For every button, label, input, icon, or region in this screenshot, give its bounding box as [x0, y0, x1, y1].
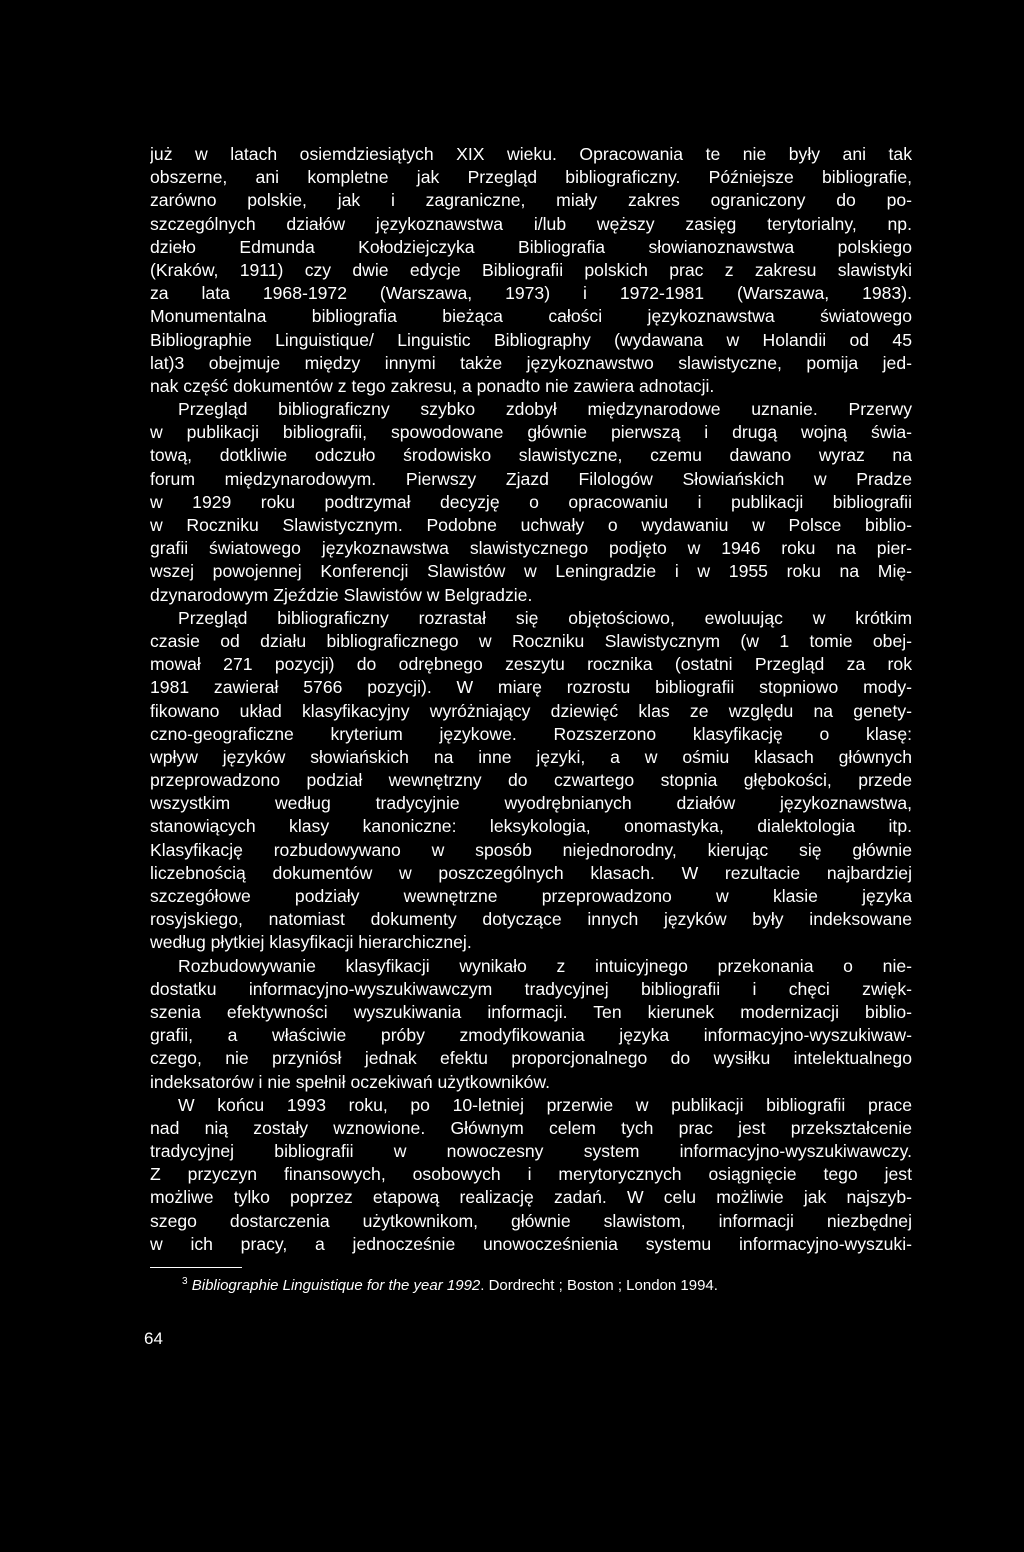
text-line: czasie od działu bibliograficznego w Roczniku Slawistycznym (w 1 tomie obej-: [150, 630, 912, 651]
text-line: za lata 1968-1972 (Warszawa, 1973) i 1972-1981 (Warszawa, 1983).: [150, 283, 912, 304]
page-number: 64: [144, 1328, 163, 1348]
text-line: w 1929 roku podtrzymał decyzję o opracowaniu i publikacji bibliografii: [150, 491, 912, 512]
text-line: Klasyfikację rozbudowywano w sposób niejednorodny, kierując się głównie: [150, 839, 912, 860]
text-line: Rozbudowywanie klasyfikacji wynikało z intuicyjnego przekonania o nie-: [178, 955, 912, 976]
text-line: (Kraków, 1911) czy dwie edycje Bibliografii polskich prac z zakresu slawistyki: [150, 259, 912, 280]
text-line: dzieło Edmunda Kołodziejczyka Bibliografia słowianoznawstwa polskiego: [150, 236, 912, 257]
text-line: szenia efektywności wyszukiwania informacji. Ten kierunek modernizacji biblio-: [150, 1001, 912, 1022]
text-line: wszystkim według tradycyjnie wyodrębnianych działów językoznawstwa,: [150, 793, 912, 814]
text-line: W końcu 1993 roku, po 10-letniej przerwie w publikacji bibliografii prace: [178, 1094, 912, 1115]
text-line: przeprowadzono podział wewnętrzny do czwartego stopnia głębokości, przede: [150, 770, 912, 791]
footnote-title: Bibliographie Linguistique for the year 1992: [191, 1276, 481, 1294]
text-line: grafii, a właściwie próby zmodyfikowania języka informacyjno-wyszukiwaw-: [150, 1025, 912, 1046]
text-line: szczególnych działów językoznawstwa i/lub węższy zasięg terytorialny, np.: [150, 213, 912, 234]
text-line: nad nią zostały wznowione. Głównym celem tych prac jest przekształcenie: [150, 1117, 912, 1138]
text-line: szczegółowe podziały wewnętrzne przeprowadzono w klasie języka: [150, 886, 912, 906]
text-line: szego dostarczenia użytkownikom, głównie slawistom, informacji niezbędnej: [150, 1210, 912, 1231]
text-line: czno-geograficzne kryterium językowe. Rozszerzono klasyfikację o klasę:: [150, 723, 912, 744]
text-line: możliwe tylko poprzez etapową realizację zadań. W celu możliwie jak najszyb-: [150, 1187, 912, 1208]
text-line: grafii światowego językoznawstwa slawistycznego podjęto w 1946 roku na pier-: [150, 538, 912, 559]
text-line: w publikacji bibliografii, spowodowane głównie pierwszą i drugą wojną świa-: [150, 422, 912, 443]
text-line: Przegląd bibliograficzny rozrastał się objętościowo, ewoluując w krótkim: [178, 607, 912, 628]
text-line: mował 271 pozycji) do odrębnego zeszytu rocznika (ostatni Przegląd za rok: [150, 654, 912, 675]
text-line: Bibliographie Linguistique/ Linguistic Bibliography (wydawana w Holandii od 45: [150, 329, 912, 350]
text-line: fikowano układ klasyfikacyjny wyróżniający dziewięć klas ze względu na genety-: [150, 700, 912, 721]
text-line: w Roczniku Slawistycznym. Podobne uchwały o wydawaniu w Polsce biblio-: [150, 515, 912, 535]
text-line: Z przyczyn finansowych, osobowych i merytorycznych osiągnięcie tego jest: [150, 1164, 912, 1185]
text-line: w ich pracy, a jednocześnie unowocześnienia systemu informacyjno-wyszuki-: [150, 1233, 912, 1254]
text-line: według płytkiej klasyfikacji hierarchicznej.: [150, 932, 472, 953]
footnote-separator: [150, 1267, 242, 1268]
text-line: wszej powojennej Konferencji Slawistów w Leningradzie i w 1955 roku na Mię-: [150, 561, 912, 582]
footnote: [182, 1277, 718, 1294]
text-line: 1981 zawierał 5766 pozycji). W miarę rozrostu bibliografii stopniowo mody-: [150, 677, 912, 698]
body-text: [150, 143, 912, 1256]
text-line: Monumentalna bibliografia bieżąca całości językoznawstwa światowego: [150, 306, 912, 327]
text-line: wpływ języków słowiańskich na inne języki, a w ośmiu klasach głównych: [150, 746, 912, 767]
text-line: liczebnością dokumentów w poszczególnych klasach. W rezultacie najbardziej: [150, 862, 912, 883]
text-line: nak część dokumentów z tego zakresu, a ponadto nie zawiera adnotacji.: [150, 375, 715, 396]
text-line: rosyjskiego, natomiast dokumenty dotyczące innych języków były indeksowane: [150, 909, 912, 930]
footnote-mark: 3: [182, 1275, 188, 1287]
text-line: tradycyjnej bibliografii w nowoczesny system informacyjno-wyszukiwawczy.: [150, 1141, 912, 1162]
text-line: dzynarodowym Zjeździe Slawistów w Belgradzie.: [150, 584, 533, 605]
text-line: tową, dotkliwie odczuło środowisko slawistyczne, czemu dawano wyraz na: [150, 445, 912, 466]
text-line: stanowiących klasy kanoniczne: leksykologia, onomastyka, dialektologia itp.: [150, 816, 912, 837]
footnote-rest: . Dordrecht ; Boston ; London 1994.: [480, 1276, 718, 1294]
text-line: obszerne, ani kompletne jak Przegląd bibliograficzny. Późniejsze bibliografie,: [150, 167, 912, 188]
text-line: zarówno polskie, jak i zagraniczne, miały zakres ograniczony do po-: [150, 190, 912, 211]
text-line: dostatku informacyjno-wyszukiwawczym tradycyjnej bibliografii i chęci zwięk-: [150, 978, 912, 999]
text-line: forum międzynarodowym. Pierwszy Zjazd Filologów Słowiańskich w Pradze: [150, 468, 912, 489]
text-line: indeksatorów i nie spełnił oczekiwań użytkowników.: [150, 1071, 550, 1092]
text-line: już w latach osiemdziesiątych XIX wieku. Opracowania te nie były ani tak: [150, 144, 912, 164]
text-line: lat)3 obejmuje między innymi także językoznawstwo slawistyczne, pomija jed-: [150, 352, 912, 373]
text-line: czego, nie przyniósł jednak efektu proporcjonalnego do wysiłku intelektualnego: [150, 1048, 912, 1069]
text-line: Przegląd bibliograficzny szybko zdobył międzynarodowe uznanie. Przerwy: [178, 399, 912, 420]
